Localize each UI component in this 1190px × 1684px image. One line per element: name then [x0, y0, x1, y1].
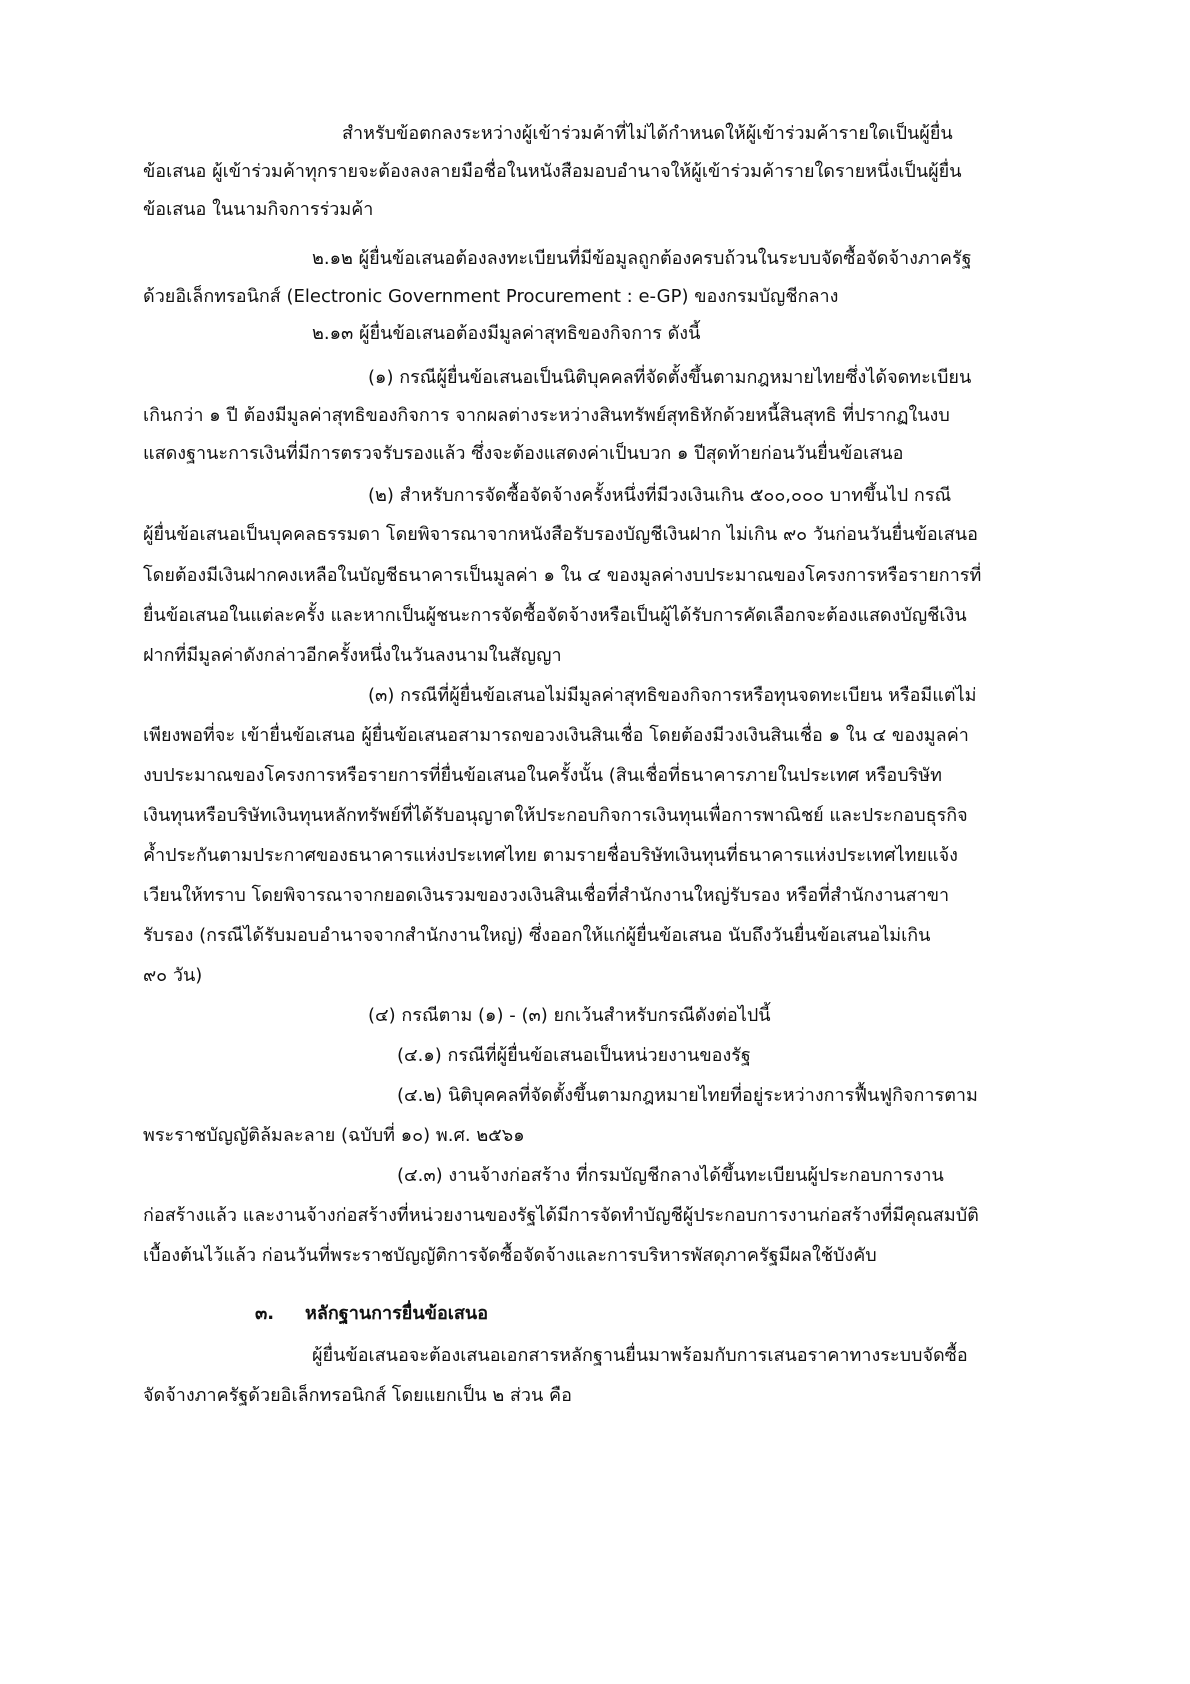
- text-line: (๔.๒) นิติบุคคลที่จัดตั้งขึ้นตามกฎหมายไทยที่อยู่ระหว่างการฟื้นฟูกิจการตาม: [397, 1085, 978, 1106]
- text-line: เกินกว่า ๑ ปี ต้องมีมูลค่าสุทธิของกิจการ จากผลต่างระหว่างสินทรัพย์สุทธิหักด้วยหนี้สินสุทธิ ที่ปรากฏในงบ: [143, 405, 950, 426]
- text-line: ก่อสร้างแล้ว และงานจ้างก่อสร้างที่หน่วยงานของรัฐได้มีการจัดทำบัญชีผู้ประกอบการงานก่อสร้างที่มีคุณสมบัติ: [143, 1205, 979, 1226]
- text-line: ๒.๑๓ ผู้ยื่นข้อเสนอต้องมีมูลค่าสุทธิของกิจการ ดังนี้: [312, 323, 701, 344]
- text-line: (๔.๓) งานจ้างก่อสร้าง ที่กรมบัญชีกลางได้ขึ้นทะเบียนผู้ประกอบการงาน: [397, 1165, 944, 1186]
- text-line: ด้วยอิเล็กทรอนิกส์ (Electronic Government Procurement : e-GP) ของกรมบัญชีกลาง: [143, 286, 839, 307]
- text-line: ฝากที่มีมูลค่าดังกล่าวอีกครั้งหนึ่งในวันลงนามในสัญญา: [143, 645, 562, 666]
- text-line: (๔.๑) กรณีที่ผู้ยื่นข้อเสนอเป็นหน่วยงานของรัฐ: [397, 1045, 751, 1066]
- text-line: สำหรับข้อตกลงระหว่างผู้เข้าร่วมค้าที่ไม่ได้กำหนดให้ผู้เข้าร่วมค้ารายใดเป็นผู้ยื่น: [342, 123, 953, 144]
- text-line: ข้อเสนอ ผู้เข้าร่วมค้าทุกรายจะต้องลงลายมือชื่อในหนังสือมอบอำนาจให้ผู้เข้าร่วมค้ารายใดรายหนึ่งเป็นผู้ยื่น: [143, 161, 962, 182]
- text-line: โดยต้องมีเงินฝากคงเหลือในบัญชีธนาคารเป็นมูลค่า ๑ ใน ๔ ของมูลค่างบประมาณของโครงการหรือรายการที่: [143, 565, 982, 586]
- text-line: ผู้ยื่นข้อเสนอจะต้องเสนอเอกสารหลักฐานยื่นมาพร้อมกับการเสนอราคาทางระบบจัดซื้อ: [312, 1345, 968, 1366]
- text-line: (๑) กรณีผู้ยื่นข้อเสนอเป็นนิติบุคคลที่จัดตั้งขึ้นตามกฎหมายไทยซึ่งได้จดทะเบียน: [368, 367, 972, 388]
- text-line: พระราชบัญญัติล้มละลาย (ฉบับที่ ๑๐) พ.ศ. ๒๕๖๑: [143, 1125, 525, 1146]
- text-line: (๔) กรณีตาม (๑) - (๓) ยกเว้นสำหรับกรณีดังต่อไปนี้: [368, 1005, 771, 1026]
- section-heading: [255, 1303, 488, 1325]
- text-line: เบื้องต้นไว้แล้ว ก่อนวันที่พระราชบัญญัติการจัดซื้อจัดจ้างและการบริหารพัสดุภาครัฐมีผลใช้บังคับ: [143, 1245, 877, 1266]
- text-line: ๒.๑๒ ผู้ยื่นข้อเสนอต้องลงทะเบียนที่มีข้อมูลถูกต้องครบถ้วนในระบบจัดซื้อจัดจ้างภาครัฐ: [312, 248, 972, 269]
- section-title: หลักฐานการยื่นข้อเสนอ: [305, 1303, 489, 1324]
- text-line: เพียงพอที่จะ เข้ายื่นข้อเสนอ ผู้ยื่นข้อเสนอสามารถขอวงเงินสินเชื่อ โดยต้องมีวงเงินสินเชื่อ ๑ ใน ๔ ของมูลค่า: [143, 725, 969, 746]
- text-line: ผู้ยื่นข้อเสนอเป็นบุคคลธรรมดา โดยพิจารณาจากหนังสือรับรองบัญชีเงินฝาก ไม่เกิน ๙๐ วันก่อนวันยื่นข้อเสนอ: [143, 524, 978, 545]
- text-line: (๒) สำหรับการจัดซื้อจัดจ้างครั้งหนึ่งที่มีวงเงินเกิน ๕๐๐,๐๐๐ บาทขึ้นไป กรณี: [368, 485, 952, 506]
- text-line: แสดงฐานะการเงินที่มีการตรวจรับรองแล้ว ซึ่งจะต้องแสดงค่าเป็นบวก ๑ ปีสุดท้ายก่อนวันยื่นข้อเสนอ: [143, 443, 904, 464]
- text-line: เวียนให้ทราบ โดยพิจารณาจากยอดเงินรวมของวงเงินสินเชื่อที่สำนักงานใหญ่รับรอง หรือที่สำนักงานสาขา: [143, 885, 950, 906]
- text-line: (๓) กรณีที่ผู้ยื่นข้อเสนอไม่มีมูลค่าสุทธิของกิจการหรือทุนจดทะเบียน หรือมีแต่ไม่: [368, 685, 977, 706]
- text-line: ยื่นข้อเสนอในแต่ละครั้ง และหากเป็นผู้ชนะการจัดซื้อจัดจ้างหรือเป็นผู้ได้รับการคัดเลือกจะต้องแสดงบัญชีเงิน: [143, 605, 967, 626]
- text-line: งบประมาณของโครงการหรือรายการที่ยื่นข้อเสนอในครั้งนั้น (สินเชื่อที่ธนาคารภายในประเทศ หรือบริษัท: [143, 765, 943, 786]
- text-line: รับรอง (กรณีได้รับมอบอำนาจจากสำนักงานใหญ่) ซึ่งออกให้แก่ผู้ยื่นข้อเสนอ นับถึงวันยื่นข้อเสนอไม่เกิน: [143, 925, 931, 946]
- text-line: ๙๐ วัน): [143, 965, 203, 986]
- section-number: ๓.: [255, 1303, 275, 1324]
- text-line: ค้ำประกันตามประกาศของธนาคารแห่งประเทศไทย ตามรายชื่อบริษัทเงินทุนที่ธนาคารแห่งประเทศไทยแจ้ง: [143, 845, 958, 866]
- text-line: เงินทุนหรือบริษัทเงินทุนหลักทรัพย์ที่ได้รับอนุญาตให้ประกอบกิจการเงินทุนเพื่อการพาณิชย์ และประกอบธุรกิจ: [143, 805, 968, 826]
- text-line: ข้อเสนอ ในนามกิจการร่วมค้า: [143, 199, 374, 220]
- text-line: จัดจ้างภาครัฐด้วยอิเล็กทรอนิกส์ โดยแยกเป็น ๒ ส่วน คือ: [143, 1385, 572, 1406]
